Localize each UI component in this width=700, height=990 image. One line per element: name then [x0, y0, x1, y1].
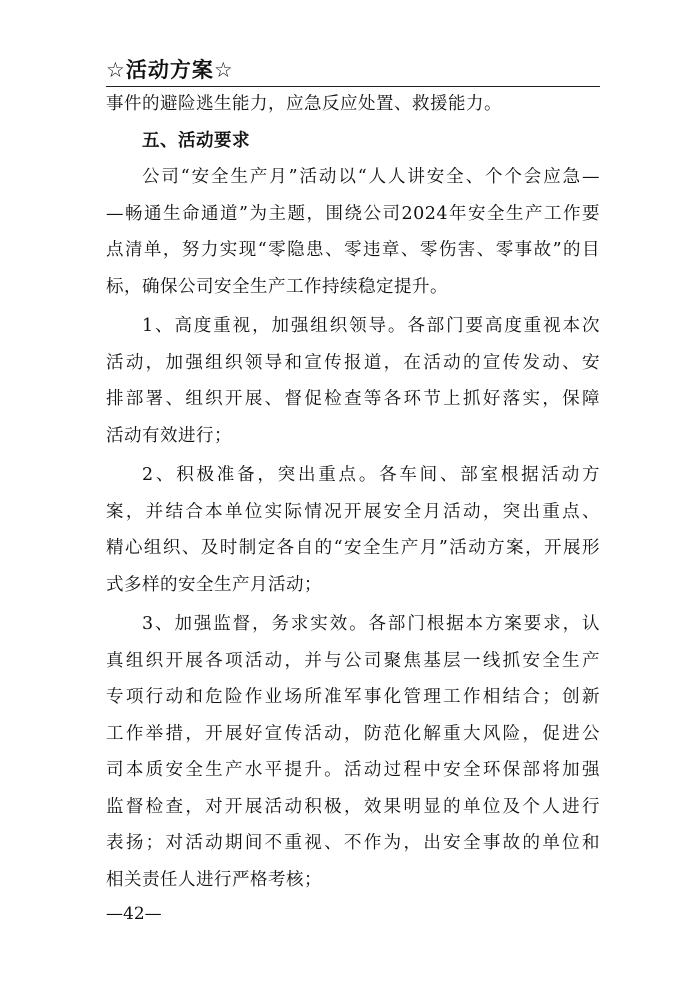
paragraph-line: 案，并结合本单位实际情况开展安全月活动，突出重点、: [106, 501, 600, 522]
paragraph-line: 精心组织、及时制定各自的“安全生产月”活动方案，开展形: [106, 538, 600, 558]
paragraph-line: 相关责任人进行严格考核；: [106, 869, 322, 890]
paragraph-line: 专项行动和危险作业场所准军事化管理工作相结合；创新: [106, 687, 600, 707]
paragraph-line: 事件的避险逃生能力，应急反应处置、救援能力。: [106, 94, 502, 114]
paragraph-line: 公司“安全生产月”活动以“人人讲安全、个个会应急—: [142, 167, 600, 187]
paragraph-line: 真组织开展各项活动，并与公司聚焦基层一线抓安全生产: [106, 650, 600, 671]
page-number: —42—: [106, 904, 162, 924]
section-heading: 五、活动要求: [142, 130, 250, 151]
paragraph-line: 标，确保公司安全生产工作持续稳定提升。: [106, 276, 448, 297]
header-title: ☆活动方案☆: [106, 58, 234, 82]
paragraph-line: 2、积极准备，突出重点。各车间、部室根据活动方: [142, 465, 600, 485]
paragraph-line: 1、高度重视，加强组织领导。各部门要高度重视本次: [142, 316, 600, 336]
paragraph-line: 活动，加强组织领导和宣传报道，在活动的宣传发动、安: [106, 352, 600, 373]
paragraph-line: 活动有效进行；: [106, 425, 232, 446]
paragraph-line: 监督检查，对开展活动积极，效果明显的单位及个人进行: [106, 796, 600, 817]
paragraph-line: 工作举措，开展好宣传活动，防范化解重大风险，促进公: [106, 723, 600, 744]
paragraph-line: —畅通生命通道”为主题，围绕公司2024年安全生产工作要: [106, 203, 600, 224]
page-header: [106, 56, 600, 87]
paragraph-line: 3、加强监督，务求实效。各部门根据本方案要求，认: [142, 614, 600, 634]
paragraph-line: 排部署、组织开展、督促检查等各环节上抓好落实，保障: [106, 389, 600, 409]
paragraph-line: 司本质安全生产水平提升。活动过程中安全环保部将加强: [106, 760, 600, 780]
document-body: [106, 86, 600, 898]
paragraph-line: 点清单，努力实现“零隐患、零违章、零伤害、零事故”的目: [106, 240, 600, 260]
paragraph-line: 表扬；对活动期间不重视、不作为，出安全事故的单位和: [106, 833, 600, 853]
paragraph-line: 式多样的安全生产月活动；: [106, 574, 322, 595]
